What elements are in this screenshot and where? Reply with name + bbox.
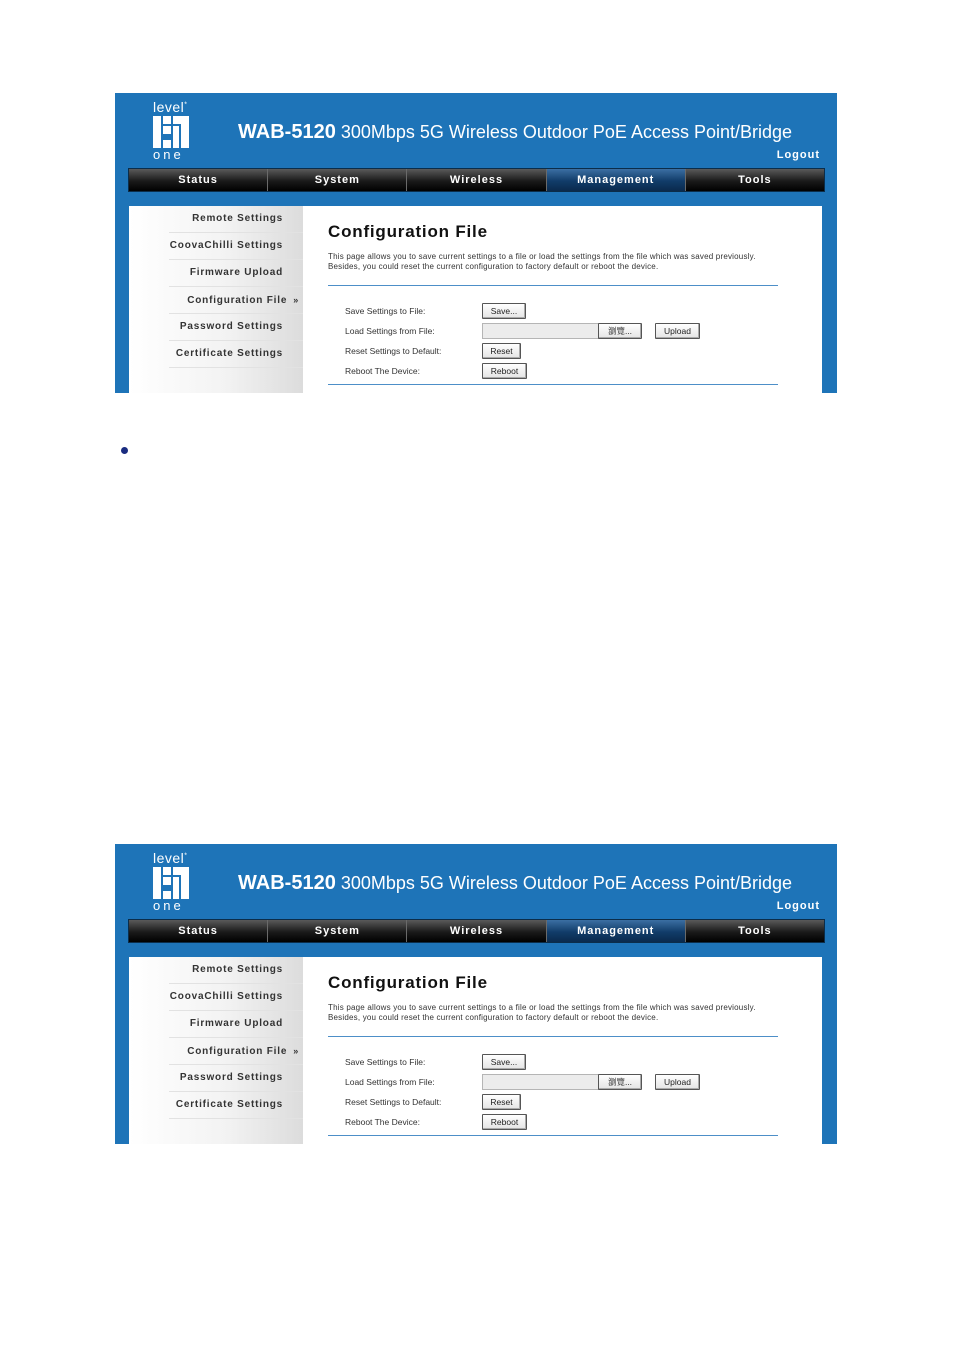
sidebar <box>129 957 303 1144</box>
reset-settings-row <box>345 343 775 361</box>
load-settings-row <box>345 1074 775 1092</box>
save-settings-label: Save Settings to File: <box>345 306 426 316</box>
sidebar-item-configuration-file[interactable]: Configuration File » <box>169 1038 303 1065</box>
tab-tools[interactable]: Tools <box>738 925 772 937</box>
model-name: WAB-5120 <box>238 121 336 143</box>
logout-link[interactable]: Logout <box>776 149 820 161</box>
screenshot-configuration-file-1 <box>115 93 837 393</box>
browse-button[interactable]: 瀏覽... <box>598 323 642 339</box>
tab-wireless[interactable]: Wireless <box>407 920 546 942</box>
save-button[interactable]: Save... <box>482 303 526 319</box>
sidebar-item-password-settings[interactable]: Password Settings <box>169 314 303 341</box>
tab-system[interactable]: System <box>268 169 407 191</box>
sidebar-item-password-settings[interactable]: Password Settings <box>169 1065 303 1092</box>
reboot-device-row <box>345 1114 775 1132</box>
tab-management[interactable]: Management <box>547 920 686 942</box>
model-name: WAB-5120 <box>238 872 336 894</box>
logo-mark: * <box>184 852 188 860</box>
logo-text-top: level <box>153 99 185 115</box>
sidebar-item-remote-settings[interactable]: Remote Settings <box>169 957 303 984</box>
load-settings-label: Load Settings from File: <box>345 1077 435 1087</box>
divider <box>328 285 778 286</box>
logo-grid-icon <box>153 116 189 148</box>
sidebar-item-coovachilli-settings[interactable]: CoovaChilli Settings <box>169 984 303 1011</box>
product-description: 300Mbps 5G Wireless Outdoor PoE Access Point/Bridge <box>335 873 793 893</box>
reset-settings-label: Reset Settings to Default: <box>345 1097 442 1107</box>
divider <box>328 1135 778 1136</box>
logo-text-top: level <box>153 850 185 866</box>
divider <box>328 1036 778 1037</box>
sidebar-item-firmware-upload[interactable]: Firmware Upload <box>169 1011 303 1038</box>
page-description: This page allows you to save current settings to a file or load the settings from the file which was saved previously. Besides, you could reset the current configuration to factory default or reboot the device. <box>328 252 756 271</box>
logo-text-bottom: one <box>153 147 184 162</box>
reboot-device-row <box>345 363 775 381</box>
main-nav <box>128 168 825 192</box>
main-nav <box>128 919 825 943</box>
reboot-button[interactable]: Reboot <box>482 1114 527 1130</box>
screenshot-configuration-file-2 <box>115 844 837 1144</box>
tab-system[interactable]: System <box>268 920 407 942</box>
sidebar <box>129 206 303 393</box>
logout-link[interactable]: Logout <box>776 900 820 912</box>
reboot-device-label: Reboot The Device: <box>345 366 420 376</box>
page-header-title <box>238 121 792 144</box>
reset-button[interactable]: Reset <box>482 1094 521 1110</box>
save-button[interactable]: Save... <box>482 1054 526 1070</box>
sidebar-item-certificate-settings[interactable]: Certificate Settings <box>169 341 303 368</box>
levelone-logo <box>151 850 199 912</box>
tab-status[interactable]: Status <box>129 169 268 191</box>
divider <box>328 384 778 385</box>
bullet-icon <box>121 447 128 454</box>
file-path-input[interactable] <box>482 1074 600 1090</box>
active-arrow-icon: » <box>293 295 299 305</box>
save-settings-row <box>345 1054 775 1072</box>
logo-grid-icon <box>153 867 189 899</box>
load-settings-row <box>345 323 775 341</box>
content-panel <box>129 957 822 1144</box>
logo-text-bottom: one <box>153 898 184 913</box>
load-settings-label: Load Settings from File: <box>345 326 435 336</box>
tab-status[interactable]: Status <box>129 920 268 942</box>
tab-management[interactable]: Management <box>547 169 686 191</box>
active-arrow-icon: » <box>293 1046 299 1056</box>
reset-button[interactable]: Reset <box>482 343 521 359</box>
upload-button[interactable]: Upload <box>655 323 700 339</box>
sidebar-item-certificate-settings[interactable]: Certificate Settings <box>169 1092 303 1119</box>
reset-settings-row <box>345 1094 775 1112</box>
product-description: 300Mbps 5G Wireless Outdoor PoE Access Point/Bridge <box>335 122 793 142</box>
reset-settings-label: Reset Settings to Default: <box>345 346 442 356</box>
reboot-button[interactable]: Reboot <box>482 363 527 379</box>
content-panel <box>129 206 822 393</box>
main-content <box>328 957 778 1144</box>
sidebar-item-firmware-upload[interactable]: Firmware Upload <box>169 260 303 287</box>
levelone-logo <box>151 99 199 161</box>
tab-tools[interactable]: Tools <box>738 174 772 186</box>
main-content <box>328 206 778 393</box>
sidebar-item-configuration-file[interactable]: Configuration File » <box>169 287 303 314</box>
browse-button[interactable]: 瀏覽... <box>598 1074 642 1090</box>
sidebar-item-remote-settings[interactable]: Remote Settings <box>169 206 303 233</box>
save-settings-label: Save Settings to File: <box>345 1057 426 1067</box>
page-title: Configuration File <box>328 222 488 241</box>
page-description: This page allows you to save current settings to a file or load the settings from the file which was saved previously. Besides, you could reset the current configuration to factory default or reboot the device. <box>328 1003 756 1022</box>
tab-wireless[interactable]: Wireless <box>407 169 546 191</box>
file-path-input[interactable] <box>482 323 600 339</box>
save-settings-row <box>345 303 775 321</box>
page-header-title <box>238 872 792 895</box>
reboot-device-label: Reboot The Device: <box>345 1117 420 1127</box>
upload-button[interactable]: Upload <box>655 1074 700 1090</box>
page-title: Configuration File <box>328 973 488 992</box>
logo-mark: * <box>184 101 188 109</box>
sidebar-item-coovachilli-settings[interactable]: CoovaChilli Settings <box>169 233 303 260</box>
